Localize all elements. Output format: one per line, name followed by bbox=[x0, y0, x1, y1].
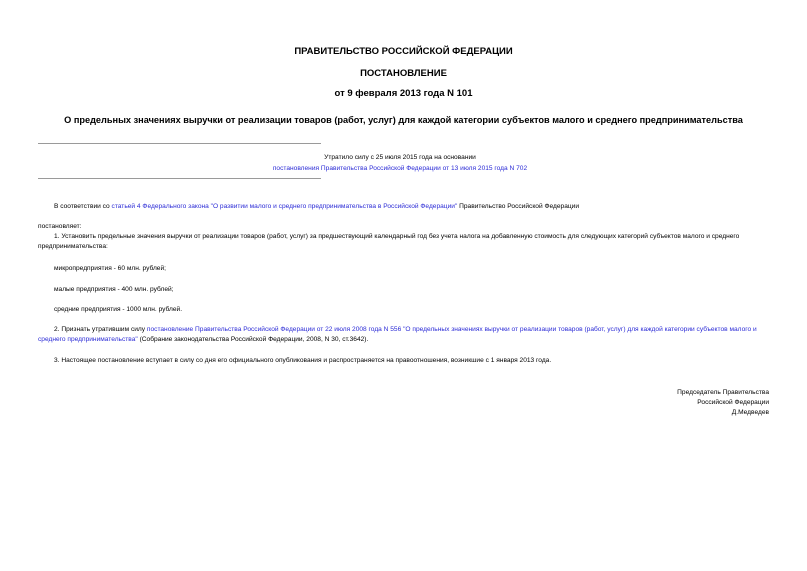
divider-top bbox=[38, 143, 321, 144]
medium-enterprises: средние предприятия - 1000 млн. рублей. bbox=[54, 306, 183, 313]
lapse-link-wrap bbox=[240, 163, 560, 174]
federal-law-link[interactable]: статьей 4 Федерального закона "О развитии малого и среднего предпринимательства в Российской Федерации" bbox=[111, 203, 458, 210]
document-title: О предельных значениях выручки от реализации товаров (работ, услуг) для каждой категории субъектов малого и среднего предпринимательства bbox=[64, 115, 743, 125]
document-date-number: от 9 февраля 2013 года N 101 bbox=[334, 88, 473, 99]
small-enterprises: малые предприятия - 400 млн. рублей; bbox=[54, 286, 174, 293]
item-1: 1. Установить предельные значения выручки от реализации товаров (работ, услуг) за предшествующий календарный год без учета налога на добавленную стоимость для следующих категорий субъектов малого и среднего предпринимательства: bbox=[38, 233, 740, 250]
item-2 bbox=[38, 325, 773, 345]
intro-prefix: В соответствии со bbox=[54, 203, 112, 210]
item-3: 3. Настоящее постановление вступает в силу со дня его официального опубликования и распространяется на правоотношения, возникшие с 1 января 2013 года. bbox=[54, 357, 552, 364]
intro-paragraph bbox=[54, 202, 774, 212]
intro-suffix: Правительство Российской Федерации bbox=[457, 203, 580, 210]
signature-position: Председатель Правительства bbox=[677, 389, 769, 396]
document-type: ПОСТАНОВЛЕНИЕ bbox=[360, 68, 447, 79]
lapse-note-text: Утратило силу с 25 июля 2015 года на основании bbox=[324, 154, 476, 161]
issuing-authority: ПРАВИТЕЛЬСТВО РОССИЙСКОЙ ФЕДЕРАЦИИ bbox=[294, 46, 513, 57]
lapse-decree-link[interactable]: постановления Правительства Российской Федерации от 13 июля 2015 года N 702 bbox=[272, 165, 528, 172]
divider-bottom bbox=[38, 178, 321, 179]
signature-name: Д.Медведев bbox=[731, 409, 769, 416]
lapse-note bbox=[310, 152, 490, 163]
micro-enterprises: микропредприятия - 60 млн. рублей; bbox=[54, 265, 166, 272]
signature-country: Российской Федерации bbox=[697, 399, 769, 406]
item-2-prefix: 2. Признать утратившим силу bbox=[54, 326, 147, 333]
repealed-decree-link[interactable]: постановление Правительства Российской Федерации от 22 июля 2008 года N 556 "О предельных значениях выручки от реализации товаров (работ, услуг) для каждой категории субъектов малого и среднего предпринимательства" bbox=[38, 326, 757, 343]
decrees-word: постановляет: bbox=[38, 223, 82, 230]
item-2-suffix: (Собрание законодательства Российской Федерации, 2008, N 30, ст.3642). bbox=[137, 336, 369, 343]
